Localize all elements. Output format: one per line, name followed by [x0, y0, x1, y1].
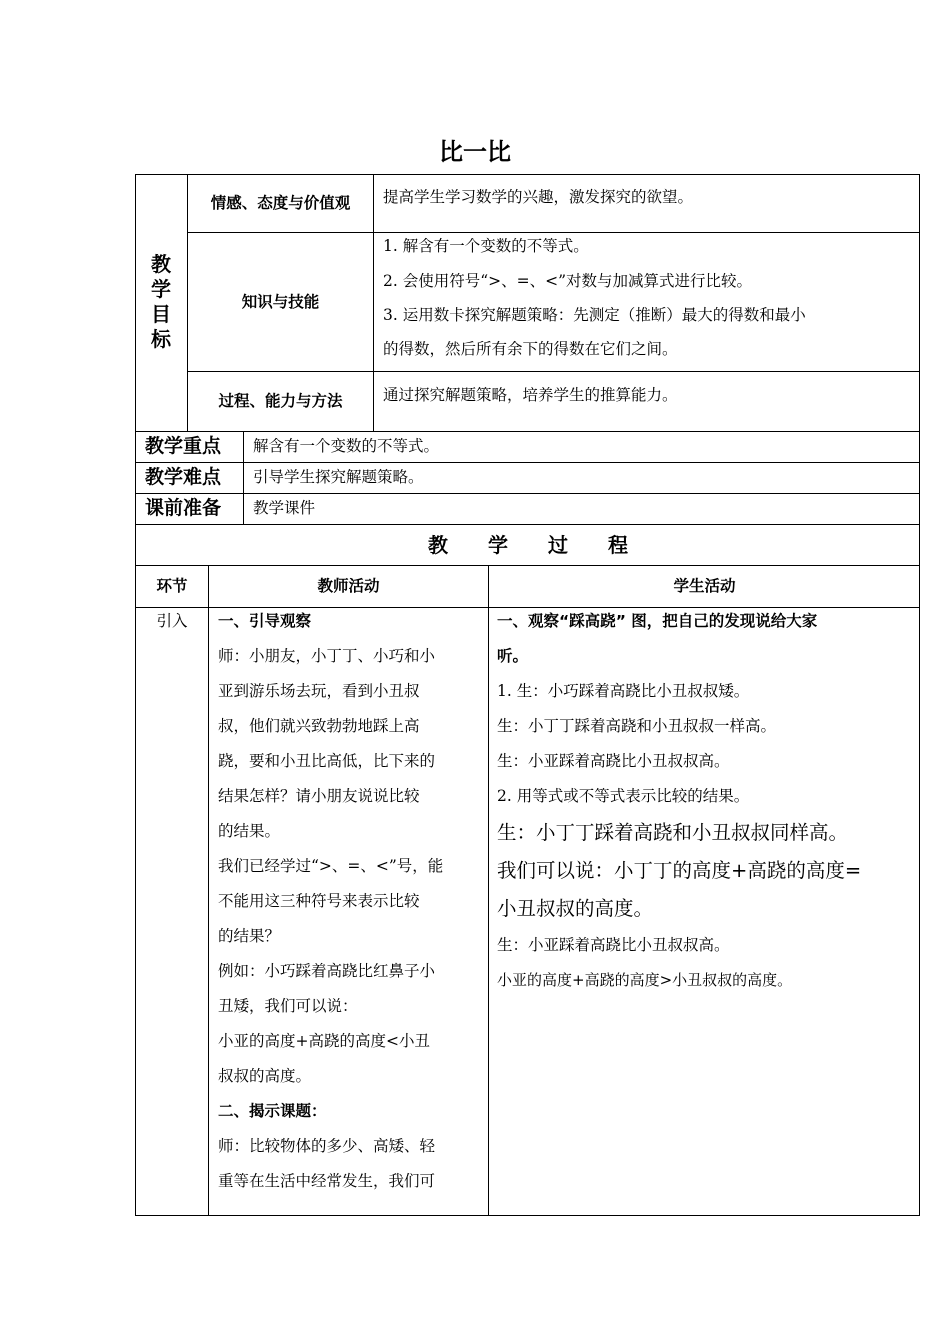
student-line: 生：小丁丁踩着高跷和小丑叔叔一样高。 — [497, 717, 777, 735]
teacher-line: 小亚的高度+高跷的高度<小丑 — [218, 1032, 430, 1050]
teacher-line: 重等在生活中经常发生，我们可 — [218, 1172, 436, 1190]
student-line: 1. 生：小巧踩着高跷比小丑叔叔矮。 — [497, 682, 750, 700]
page-title: 比一比 — [439, 138, 511, 166]
student-line: 听。 — [497, 647, 529, 665]
student-line: 小亚的高度+高跷的高度>小丑叔叔的高度。 — [497, 971, 793, 989]
objective-label-attitude: 情感、态度与价值观 — [210, 194, 351, 212]
column-header-student: 学生活动 — [673, 577, 736, 595]
teacher-line: 不能用这三种符号来表示比较 — [218, 892, 420, 910]
teacher-line: 跷，要和小丑比高低，比下来的 — [218, 752, 436, 770]
column-header-teacher: 教师活动 — [317, 577, 380, 595]
teacher-line: 二、揭示课题： — [218, 1102, 327, 1120]
objectives-side-label: 教学目标 — [151, 252, 171, 351]
teacher-line: 一、引导观察 — [218, 612, 312, 630]
teacher-activity — [218, 604, 484, 1199]
student-line: 小丑叔叔的高度。 — [497, 897, 654, 920]
info-value-difficulty: 引导学生探究解题策略。 — [253, 468, 424, 486]
teacher-line: 师：比较物体的多少、高矮、轻 — [218, 1137, 436, 1155]
objective-label-knowledge: 知识与技能 — [241, 293, 320, 311]
student-line: 2. 用等式或不等式表示比较的结果。 — [497, 787, 750, 805]
teacher-line: 结果怎样？请小朋友说说比较 — [218, 787, 420, 805]
objective-content-knowledge-3: 3. 运用数卡探究解题策略：先测定（推断）最大的得数和最小 — [383, 306, 806, 324]
info-label-difficulty: 教学难点 — [145, 466, 222, 488]
info-label-preparation: 课前准备 — [145, 497, 222, 519]
column-header-stage: 环节 — [156, 577, 188, 595]
teacher-line: 亚到游乐场去玩，看到小丑叔 — [218, 682, 420, 700]
student-line: 我们可以说：小丁丁的高度+高跷的高度= — [497, 859, 862, 882]
teacher-line: 师：小朋友，小丁丁、小巧和小 — [218, 647, 436, 665]
teacher-line: 的结果。 — [218, 822, 281, 840]
teacher-line: 丑矮，我们可以说： — [218, 997, 358, 1015]
teacher-line: 的结果？ — [218, 927, 281, 945]
student-line: 生：小亚踩着高跷比小丑叔叔高。 — [497, 752, 730, 770]
objective-label-process: 过程、能力与方法 — [218, 392, 343, 410]
objective-content-attitude: 提高学生学习数学的兴趣，激发探究的欲望。 — [383, 188, 694, 206]
teacher-line: 我们已经学过“>、=、<”号，能 — [218, 857, 444, 875]
objective-content-knowledge-4: 的得数，然后所有余下的得数在它们之间。 — [383, 340, 678, 358]
teacher-line: 叔，他们就兴致勃勃地踩上高 — [218, 717, 420, 735]
objective-content-knowledge-1: 1. 解含有一个变数的不等式。 — [383, 237, 589, 255]
info-label-key-point: 教学重点 — [145, 435, 222, 457]
student-line: 生：小丁丁踩着高跷和小丑叔叔同样高。 — [497, 821, 849, 844]
student-line: 一、观察“踩高跷” 图，把自己的发现说给大家 — [497, 612, 818, 630]
objective-content-knowledge-2: 2. 会使用符号“>、=、<”对数与加减算式进行比较。 — [383, 272, 753, 290]
teacher-line: 叔叔的高度。 — [218, 1067, 312, 1085]
process-heading: 教 学 过 程 — [428, 533, 628, 557]
student-activity — [497, 604, 917, 998]
stage-label: 引入 — [156, 612, 188, 630]
teacher-line: 例如：小巧踩着高跷比红鼻子小 — [218, 962, 436, 980]
objective-content-process: 通过探究解题策略，培养学生的推算能力。 — [383, 386, 678, 404]
info-value-preparation: 教学课件 — [253, 499, 316, 517]
student-line: 生：小亚踩着高跷比小丑叔叔高。 — [497, 936, 730, 954]
info-value-key-point: 解含有一个变数的不等式。 — [253, 437, 440, 455]
